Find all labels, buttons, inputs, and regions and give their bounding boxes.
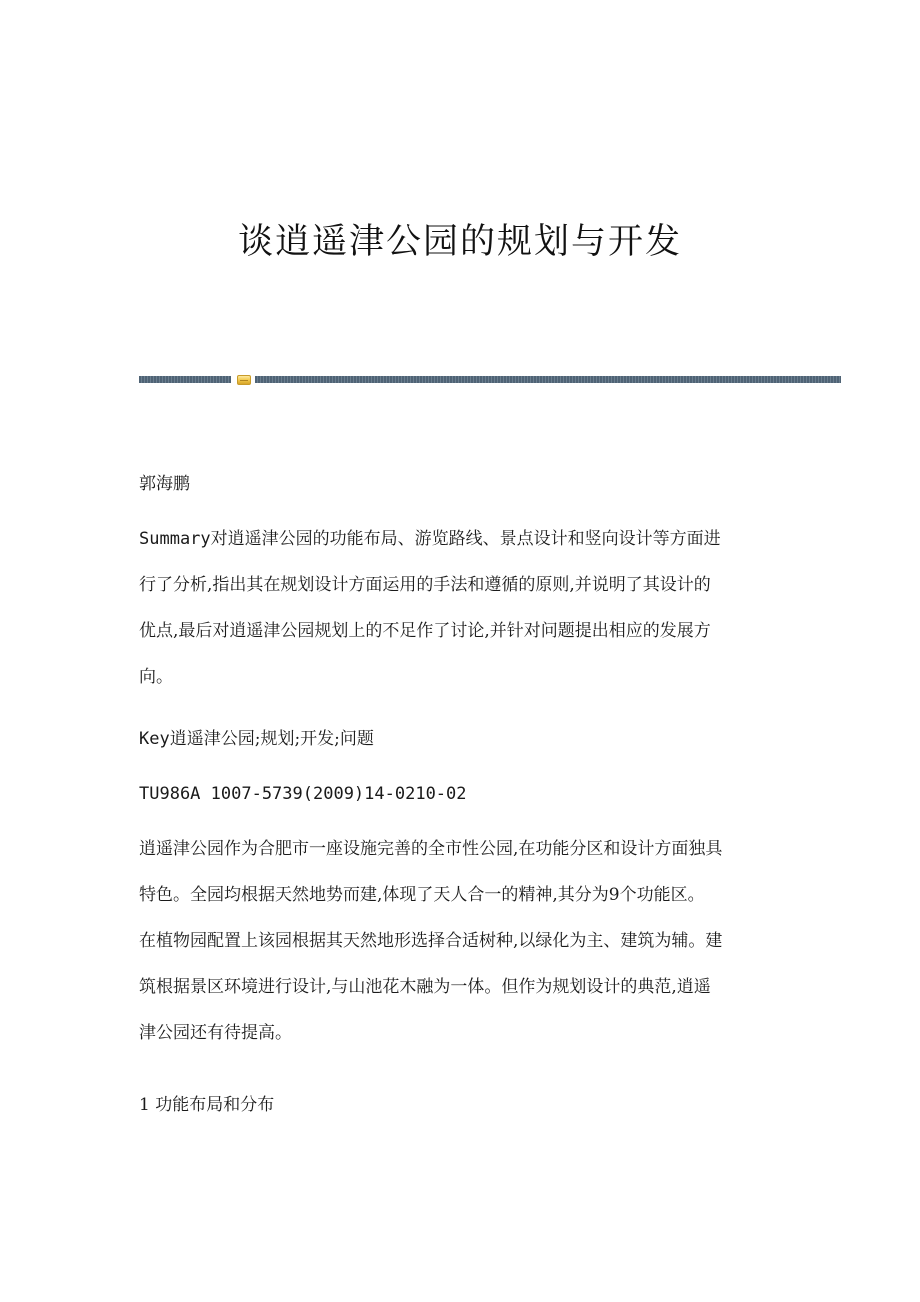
summary-line-4: 向。 bbox=[139, 667, 173, 687]
divider-bar-left bbox=[139, 376, 231, 383]
keywords-text: 逍遥津公园;规划;开发;问题 bbox=[169, 729, 374, 749]
intro-line-3: 在植物园配置上该园根据其天然地形选择合适树种,以绿化为主、建筑为辅。建 bbox=[139, 931, 723, 951]
summary-label: Summary bbox=[139, 529, 211, 549]
summary-line-3: 优点,最后对逍遥津公园规划上的不足作了讨论,并针对问题提出相应的发展方 bbox=[139, 621, 711, 641]
summary-paragraph bbox=[139, 516, 789, 700]
title-divider bbox=[139, 375, 841, 385]
classification-code: TU986A 1007-5739(2009)14-0210-02 bbox=[139, 784, 467, 804]
section-heading: 1 功能布局和分布 bbox=[139, 1095, 275, 1115]
author-name: 郭海鹏 bbox=[139, 474, 190, 494]
keywords-label: Key bbox=[139, 729, 170, 749]
intro-paragraph bbox=[139, 826, 789, 1056]
page-title: 谈逍遥津公园的规划与开发 bbox=[237, 222, 682, 262]
intro-line-2: 特色。全园均根据天然地势而建,体现了天人合一的精神,其分为9个功能区。 bbox=[139, 885, 705, 905]
divider-ornament-icon bbox=[237, 375, 251, 385]
keywords-line bbox=[139, 716, 789, 762]
summary-line-2: 行了分析,指出其在规划设计方面运用的手法和遵循的原则,并说明了其设计的 bbox=[139, 575, 711, 595]
intro-line-1: 逍遥津公园作为合肥市一座设施完善的全市性公园,在功能分区和设计方面独具 bbox=[139, 839, 723, 859]
summary-line-1 bbox=[139, 516, 789, 562]
intro-line-5: 津公园还有待提高。 bbox=[139, 1023, 292, 1043]
intro-line-4: 筑根据景区环境进行设计,与山池花木融为一体。但作为规划设计的典范,逍遥 bbox=[139, 977, 711, 997]
divider-bar-right bbox=[255, 376, 841, 383]
summary-text-1: 对逍遥津公园的功能布局、游览路线、景点设计和竖向设计等方面进 bbox=[210, 529, 721, 549]
